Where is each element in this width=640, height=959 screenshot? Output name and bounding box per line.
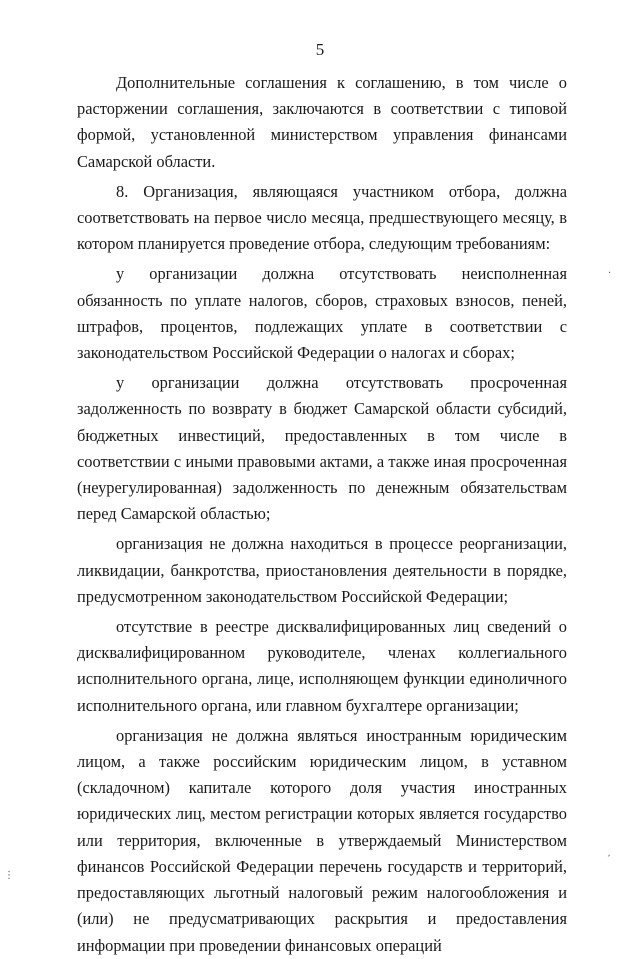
paragraph-1: Дополнительные соглашения к соглашению, в том числе о расторжении соглашения, заключаются в соответствии с типовой формой, установленной министерством управления финансами Самарской области. — [77, 73, 567, 171]
paragraph-5: организация не должна находиться в процессе реорганизации, ликвидации, банкротства, приостановления деятельности в порядке, предусмотренном законодательством Российской Федерации; — [77, 534, 567, 606]
document-body — [77, 70, 567, 959]
paragraph-6: отсутствие в реестре дисквалифицированных лиц сведений о дисквалифицированном руководителе, членах коллегиального исполнительного органа, лице, исполняющем функции единоличного исполнительного органа, или главном бухгалтере организации; — [77, 617, 567, 715]
scan-mark-right-bottom: ˏ — [606, 846, 611, 857]
scan-mark-right-top: · — [608, 268, 612, 279]
paragraph-7: организация не должна являться иностранным юридическим лицом, а также российским юридическим лицом, в уставном (складочном) капитале которого доля участия иностранных юридических лиц, местом регистрации которых является государство или территория, включенные в утверждаемый Министерством финансов Российской Федерации перечень государств и территорий, предоставляющих льготный налоговый режим налогообложения и (или) не предусматривающих раскрытия и предоставления информации при проведении финансовых операций — [77, 725, 567, 955]
scan-mark-left-bottom: ⋮ — [4, 870, 14, 881]
paragraph-3: у организации должна отсутствовать неисполненная обязанность по уплате налогов, сборов, страховых взносов, пеней, штрафов, процентов, подлежащих уплате в соответствии с законодательством Российской Федерации о налогах и сборах; — [77, 264, 567, 363]
page-number: 5 — [315, 40, 325, 59]
paragraph-2: 8. Организация, являющаяся участником отбора, должна соответствовать на первое число месяца, предшествующего месяцу, в котором планируется проведение отбора, следующим требованиям: — [77, 181, 567, 254]
paragraph-4: у организации должна отсутствовать просроченная задолженность по возврату в бюджет Самарской области субсидий, бюджетных инвестиций, предоставленных в том числе в соответствии с иными правовыми актами, а также иная просроченная (неурегулированная) задолженность по денежным обязательствам перед Самарской областью; — [77, 373, 567, 524]
